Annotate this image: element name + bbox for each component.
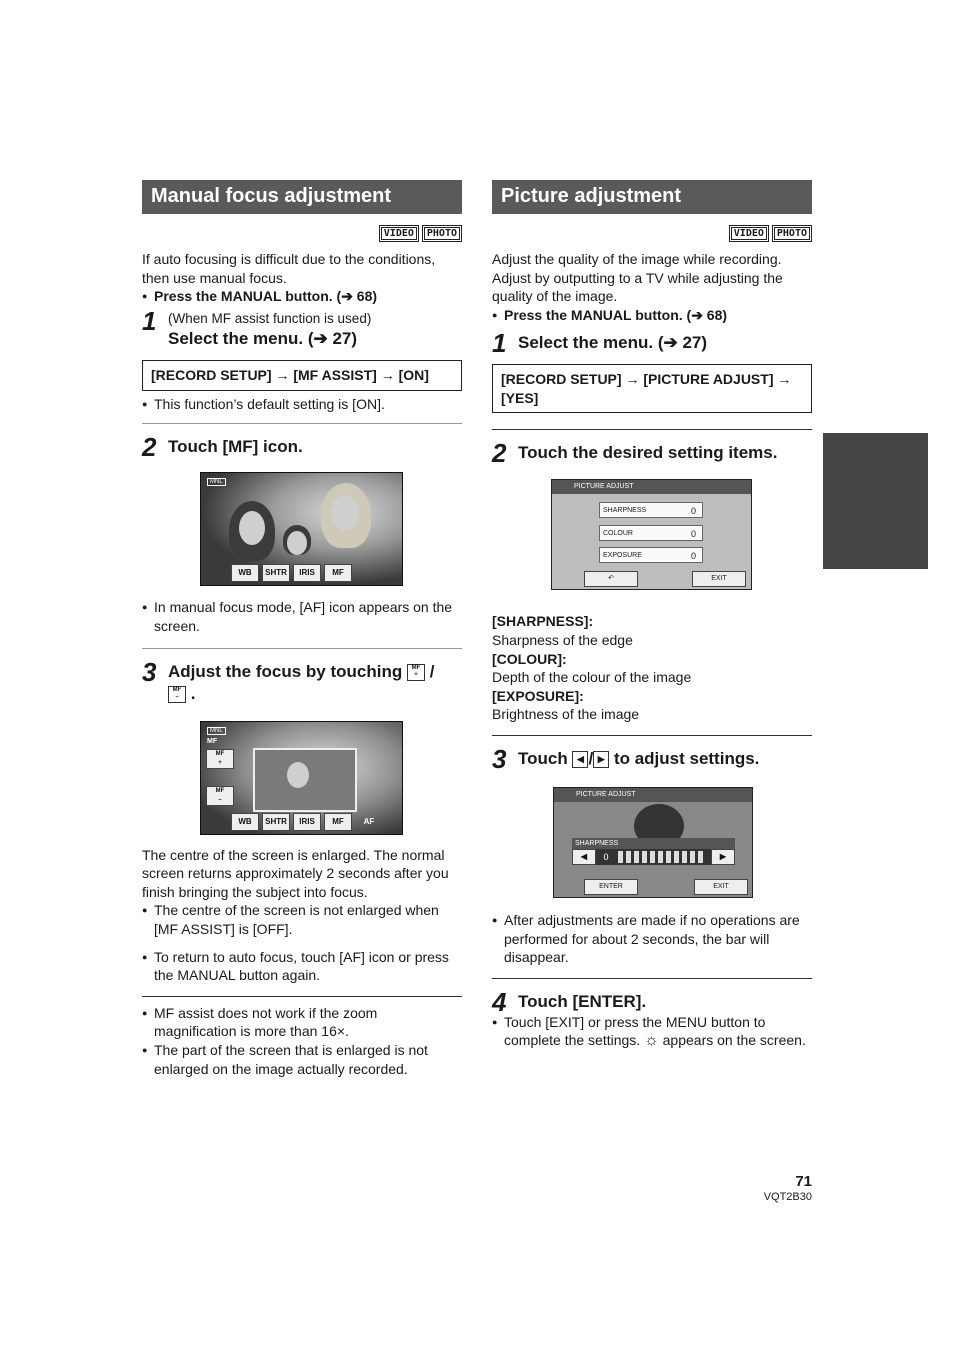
step-title-post: to adjust settings.: [613, 748, 760, 768]
exit-button[interactable]: EXIT: [694, 879, 748, 895]
video-tag: VIDEO: [379, 225, 419, 242]
step-number: 4: [492, 986, 507, 1017]
sharpness-row[interactable]: SHARPNESS 0: [599, 502, 703, 518]
mf-minus-button[interactable]: MF –: [206, 786, 234, 806]
step-number: 2: [492, 438, 507, 469]
manual-focus-section: [142, 180, 462, 1078]
mf-screen-image: [200, 472, 403, 586]
step-number: 3: [492, 743, 507, 774]
note-recorded: ● The part of the screen that is enlarged is not enlarged on the image actually recorded.: [142, 1041, 462, 1078]
menu-path: [RECORD SETUP] → [MF ASSIST] → [ON]: [142, 360, 462, 391]
right-arrow-button[interactable]: ▶: [711, 849, 735, 865]
def-sharpness-desc: Sharpness of the edge: [492, 631, 633, 648]
sharpness-label: SHARPNESS: [572, 838, 735, 849]
exit-button[interactable]: EXIT: [692, 571, 746, 587]
mnl-indicator: MNL: [207, 478, 226, 486]
step-title: Adjust the focus by touching: [168, 661, 403, 681]
step-number: 2: [142, 432, 157, 463]
left-arrow-button[interactable]: ◀: [572, 849, 596, 865]
mf-minus-icon: MF –: [168, 686, 186, 703]
picture-adjust-screen: [551, 479, 752, 590]
step-3: 3 Adjust the focus by touching MF + / MF – .: [142, 656, 435, 703]
definitions: [492, 612, 812, 724]
step-note: (When MF assist function is used): [168, 310, 372, 326]
note-complete: ● Touch [EXIT] or press the MENU button to complete the settings. ☼ appears on the screen.: [492, 1013, 812, 1050]
def-colour-desc: Depth of the colour of the image: [492, 669, 692, 686]
divider: [142, 996, 462, 997]
section-tab: [823, 433, 928, 569]
colour-row[interactable]: COLOUR 0: [599, 525, 703, 541]
step-3: 3 Touch ◀ / ▶ to adjust settings.: [492, 743, 760, 774]
wb-button[interactable]: WB: [231, 813, 259, 831]
intro-text: Adjust the quality of the image while recording. Adjust by outputting to a TV while adjusting the quality of the image.: [492, 251, 783, 305]
step-number: 3: [142, 656, 157, 687]
divider: [142, 648, 462, 649]
step-1: [492, 328, 812, 359]
step-title: Touch [MF] icon.: [168, 437, 303, 457]
step-4: [492, 986, 812, 1017]
note-zoom: ● MF assist does not work if the zoom magnification is more than 16×.: [142, 1004, 462, 1041]
intro-text: If auto focusing is difficult due to the conditions, then use manual focus.: [142, 251, 436, 286]
iris-button[interactable]: IRIS: [293, 564, 321, 582]
photo-tag: PHOTO: [772, 225, 812, 242]
step-title-pre: Touch: [518, 748, 568, 768]
section-title: Picture adjustment: [492, 180, 812, 214]
right-arrow-icon: ▶: [593, 751, 609, 768]
return-button[interactable]: [584, 571, 638, 587]
divider: [142, 423, 462, 424]
picture-adjustment-section: [492, 180, 812, 1050]
step-title: Select the menu. (➔ 27): [518, 333, 708, 353]
shtr-button[interactable]: SHTR: [262, 564, 290, 582]
section-title: Manual focus adjustment: [142, 180, 462, 214]
def-exposure-desc: Brightness of the image: [492, 706, 640, 723]
mf-assist-screen-image: [200, 721, 403, 835]
iris-button[interactable]: IRIS: [293, 813, 321, 831]
press-manual: ● Press the MANUAL button. (➔ 68): [142, 287, 462, 306]
photo-tag: PHOTO: [422, 225, 462, 242]
press-manual: ● Press the MANUAL button. (➔ 68): [492, 306, 812, 325]
model-code: VQT2B30: [763, 1191, 812, 1203]
exposure-row[interactable]: EXPOSURE 0: [599, 547, 703, 563]
step-2: [142, 432, 462, 463]
step-1: [142, 305, 462, 351]
divider: [492, 429, 812, 430]
screen-title: PICTURE ADJUST: [552, 480, 751, 494]
note-af-icon: ● In manual focus mode, [AF] icon appears on the screen.: [142, 598, 462, 635]
page-number: 71: [795, 1173, 812, 1190]
note-return-af: ● To return to auto focus, touch [AF] icon or press the MANUAL button again.: [142, 948, 462, 985]
step-number: 1: [492, 328, 507, 359]
return-icon: ↶: [608, 575, 614, 583]
step-title: Touch [ENTER].: [518, 991, 647, 1011]
level-bar: [618, 851, 704, 863]
shtr-button[interactable]: SHTR: [262, 813, 290, 831]
left-arrow-icon: ◀: [572, 751, 588, 768]
step-number: 1: [142, 305, 157, 336]
sharpness-value: 0: [603, 851, 609, 862]
screen-title: PICTURE ADJUST: [554, 788, 752, 802]
note-enlarge-off: ● The centre of the screen is not enlarged when [MF ASSIST] is [OFF].: [142, 901, 462, 938]
divider: [492, 978, 812, 979]
mf-button[interactable]: MF: [324, 564, 352, 582]
picture-adjust-icon: ☼: [644, 1032, 659, 1050]
wb-button[interactable]: WB: [231, 564, 259, 582]
def-sharpness-term: [SHARPNESS]:: [492, 613, 594, 630]
mnl-indicator: MNL: [207, 727, 226, 735]
mf-button[interactable]: MF: [324, 813, 352, 831]
mf-indicator: MF: [207, 737, 218, 745]
step-2: [492, 438, 812, 469]
def-exposure-term: [EXPOSURE]:: [492, 687, 584, 704]
mf-plus-button[interactable]: MF +: [206, 749, 234, 769]
def-colour-term: [COLOUR]:: [492, 650, 567, 667]
video-tag: VIDEO: [729, 225, 769, 242]
menu-path: [RECORD SETUP] → [PICTURE ADJUST] → [YES]: [492, 364, 812, 413]
divider: [492, 735, 812, 736]
step-title: Select the menu. (➔ 27): [168, 329, 358, 349]
mode-tags: [492, 223, 812, 241]
enlarge-text: The centre of the screen is enlarged. The normal screen returns approximately 2 seconds after you finish bringing the subject into focus.: [142, 846, 449, 900]
mode-tags: [142, 223, 462, 241]
sharpness-adjust-screen: [553, 787, 753, 898]
sharpness-bar: [572, 849, 735, 865]
mf-plus-icon: MF +: [407, 664, 425, 681]
note-bar-disappear: ● After adjustments are made if no operations are performed for about 2 seconds, the bar will disappear.: [492, 911, 812, 967]
enter-button[interactable]: ENTER: [584, 879, 638, 895]
default-note: ● This function’s default setting is [ON].: [142, 395, 462, 414]
step-title: Touch the desired setting items.: [518, 443, 778, 463]
af-button[interactable]: AF: [363, 816, 375, 826]
